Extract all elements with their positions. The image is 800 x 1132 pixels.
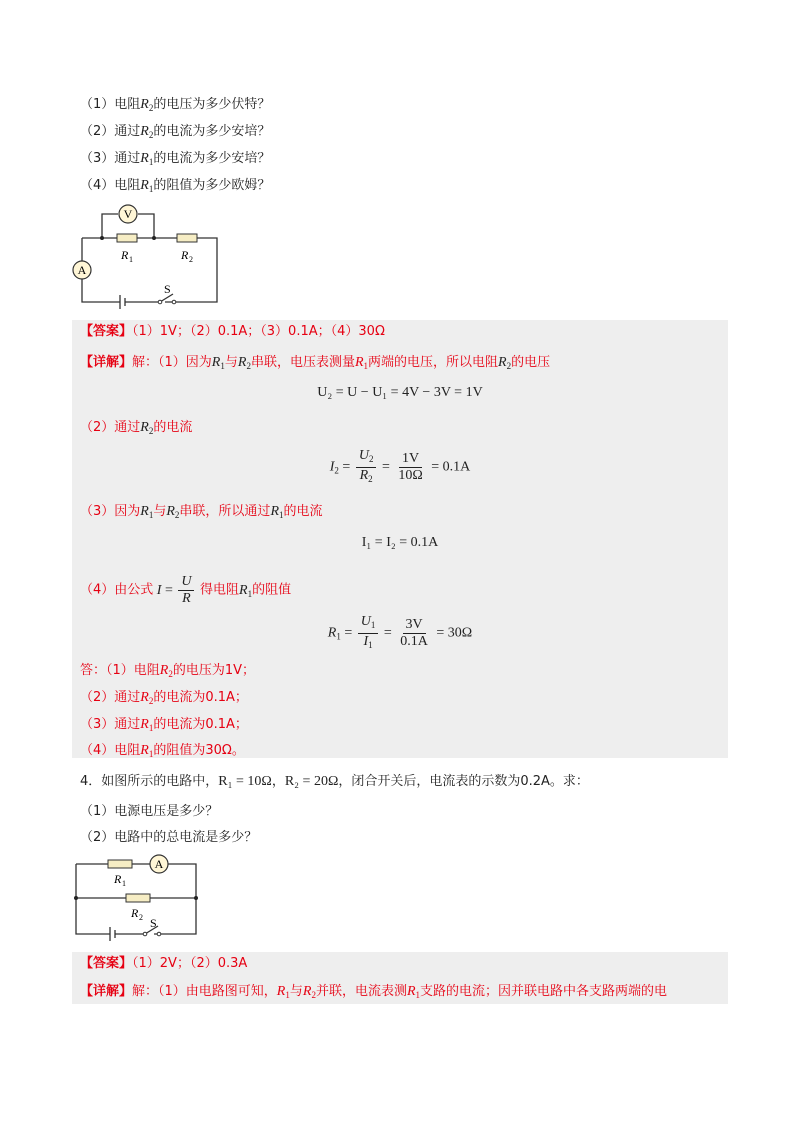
q4-sub1: （1）电源电压是多少？	[80, 804, 219, 819]
svg-text:1: 1	[122, 879, 126, 888]
q3-equation-i1: I₁ = I₂ = 0.1A	[361, 535, 439, 550]
r2-label: R	[181, 248, 189, 262]
ammeter-label-q4: A	[154, 857, 164, 871]
q3-sub4: （4）电阻$R_1$的阻值为多少欧姆？	[80, 178, 271, 194]
q3-sub1: （1）电阻$R_2$的电压为多少伏特？	[80, 97, 271, 113]
q3-detail-line2: （2）通过$R_2$的电流	[80, 420, 193, 436]
q3-equation-u2: U₂ = U − U₁ = 4V − 3V = 1V	[317, 385, 483, 400]
switch-label-q4: S	[150, 916, 157, 930]
q3-detail-line4: （4）由公式 I = $\frac{U}{R}$ 得电阻$R_1$的阻值	[80, 574, 292, 606]
voltmeter-label: V	[123, 207, 133, 221]
q3-final-answer-2: （2）通过$R_2$的电流为0.1A；	[80, 690, 248, 706]
svg-text:1: 1	[129, 255, 133, 264]
q3-final-answer-1: 答：（1）电阻$R_2$的电压为1V；	[80, 663, 256, 679]
q3-equation-r1: $R_1$ = $\frac{U_1}{I_1}$ = $\frac{3V}{0.1A}$ = 30Ω	[327, 614, 473, 650]
q4-answer: 【答案】（1）2V；（2）0.3A	[80, 956, 248, 971]
q3-detail-line3: （3）因为$R_1$与$R_2$串联，所以通过$R_1$的电流	[80, 504, 323, 520]
q3-answer: 【答案】（1）1V；（2）0.1A；（3）0.1A；（4）30Ω	[80, 324, 385, 339]
circuit-diagram-series	[70, 200, 230, 310]
q3-final-answer-3: （3）通过$R_1$的电流为0.1A；	[80, 717, 248, 733]
switch-label: S	[164, 282, 171, 296]
r2-label-q4: R	[131, 906, 139, 920]
ammeter-label: A	[77, 263, 87, 277]
svg-text:2: 2	[189, 255, 193, 264]
circuit-diagram-parallel	[70, 850, 210, 945]
q4-detail-line1: 【详解】解：（1）由电路图可知，$R_1$与$R_2$并联，电流表测$R_1$支路的电流；因并联电路中各支路两端的电	[80, 984, 668, 1000]
q4-intro: 4．如图所示的电路中，R₁ = 10Ω，R₂ = 20Ω，闭合开关后，电流表的示数为0.2A。求：	[80, 774, 589, 789]
q4-sub2: （2）电路中的总电流是多少？	[80, 830, 258, 845]
q3-detail-line1: 【详解】解：（1）因为$R_1$与$R_2$串联，电压表测量$R_1$两端的电压，所以电阻$R_2$的电压	[80, 355, 551, 371]
q3-sub3: （3）通过$R_1$的电流为多少安培？	[80, 151, 271, 167]
r1-label-q4: R	[114, 872, 122, 886]
r1-label: R	[121, 248, 129, 262]
svg-text:2: 2	[139, 913, 143, 922]
q3-equation-i2: $I_2$ = $\frac{U_2}{R_2}$ = $\frac{1V}{10\Omega}$ = 0.1A	[329, 448, 471, 484]
q3-sub2: （2）通过$R_2$的电流为多少安培？	[80, 124, 271, 140]
q3-final-answer-4: （4）电阻$R_1$的阻值为30Ω。	[80, 743, 245, 759]
